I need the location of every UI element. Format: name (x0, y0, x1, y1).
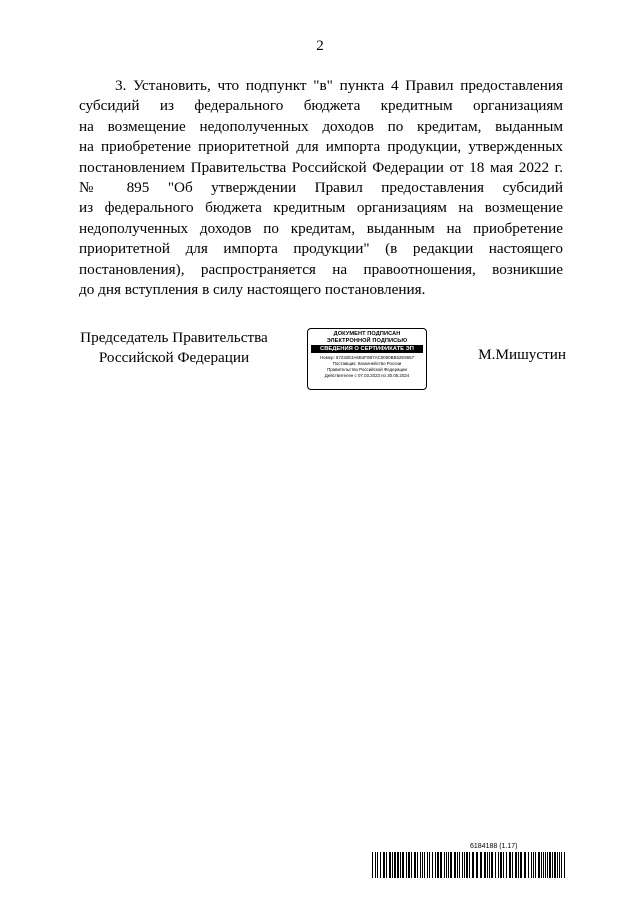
paragraph-line: из федерального бюджета кредитным организациям на возмещение (79, 199, 563, 217)
paragraph-line: до дня вступления в силу настоящего постановления. (79, 281, 426, 299)
paragraph-line: № 895 "Об утверждении Правил предоставления субсидий (79, 179, 563, 197)
certificate-number: Номер: 57232E3A6B4F0B7AC0000BB52E9657 (319, 355, 415, 361)
certificate-validity: Действителен с 07.03.2023 по 30.05.2024 (324, 373, 410, 379)
signatory-name: М.Мишустин (478, 346, 566, 363)
paragraph-line: на приобретение приоритетной для импорта продукции, утвержденных (79, 138, 563, 156)
certificate-owner: Правительство Российской Федерации (327, 367, 407, 373)
resolution-paragraph (79, 76, 563, 300)
paragraph-line: приоритетной для импорта продукции" (в редакции настоящего (79, 240, 563, 258)
electronic-signature-stamp (307, 328, 427, 390)
stamp-header: СВЕДЕНИЯ О СЕРТИФИКАТЕ ЭП (311, 345, 423, 353)
position-line: Российской Федерации (98, 349, 250, 366)
certificate-issuer: Поставщик: Казначейство России (332, 361, 402, 367)
paragraph-line: субсидий из федерального бюджета кредитным организациям (79, 97, 563, 115)
paragraph-line: постановления), распространяется на правоотношения, возникшие (79, 260, 563, 278)
barcode (372, 852, 568, 878)
position-line: Председатель Правительства (80, 329, 268, 346)
stamp-title: ДОКУМЕНТ ПОДПИСАН (333, 331, 401, 337)
stamp-title: ЭЛЕКТРОННОЙ ПОДПИСЬЮ (326, 337, 408, 344)
paragraph-line: 3. Установить, что подпункт "в" пункта 4 Правил предоставления (115, 77, 563, 94)
signatory-position (79, 328, 269, 368)
page-number: 2 (316, 38, 324, 54)
paragraph-line: постановлением Правительства Российской Федерации от 18 мая 2022 г. (79, 158, 563, 176)
paragraph-line: на возмещение недополученных доходов по кредитам, выданным (79, 117, 563, 135)
document-number: 6184188 (1.17) (470, 843, 518, 850)
paragraph-line: недополученных доходов по кредитам, выданным на приобретение (79, 219, 563, 237)
